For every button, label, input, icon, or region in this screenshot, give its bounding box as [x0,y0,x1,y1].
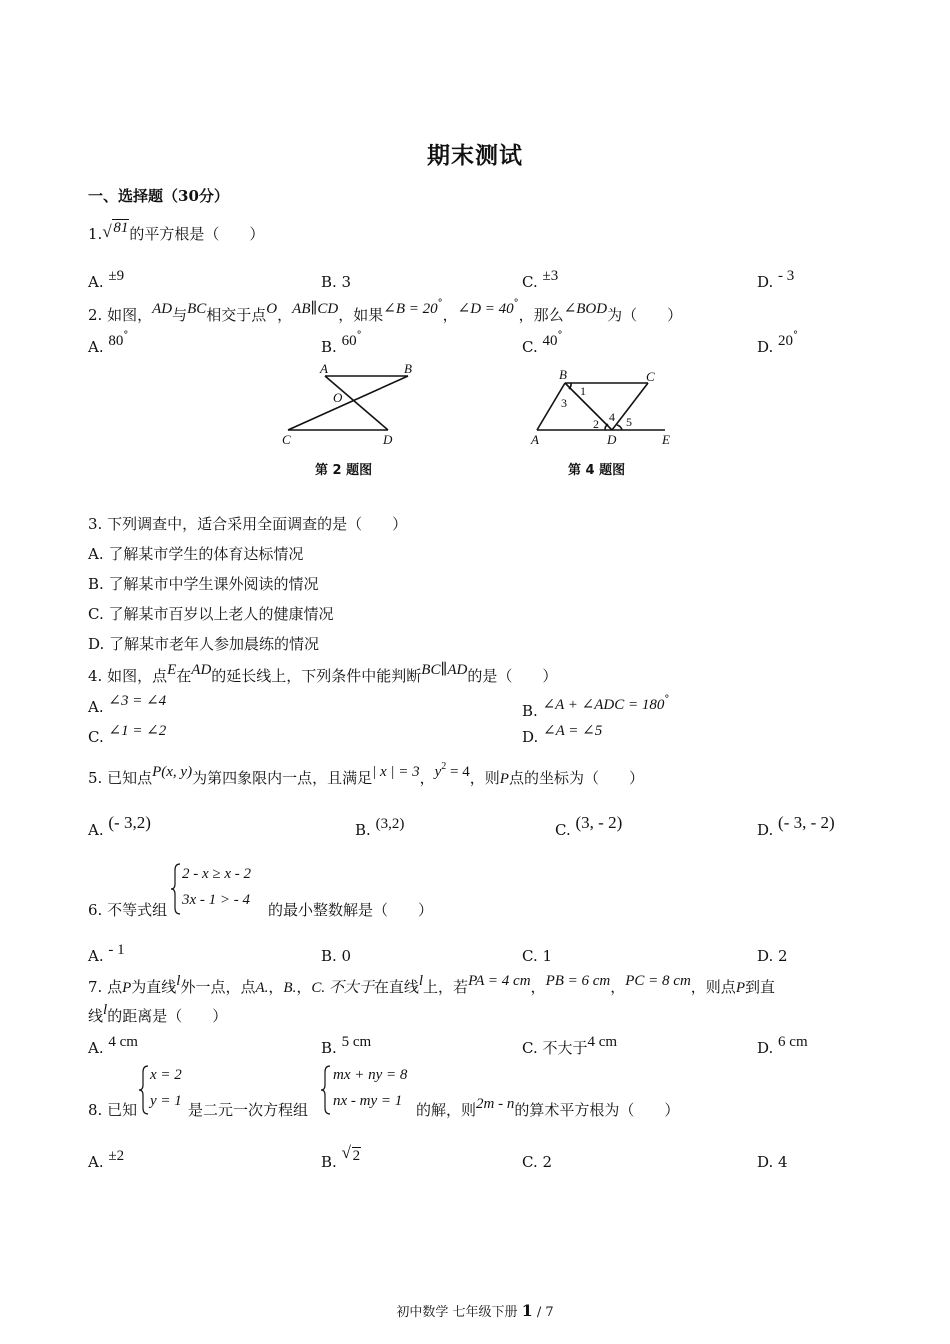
q4-option-c [88,723,167,748]
q8-text: 的解，则 [416,1101,477,1119]
angle-label-4: 4 [609,410,615,424]
degree-symbol: ° [664,694,670,705]
q5-option-a [88,813,151,840]
q5-text: ，则 [469,769,500,787]
q5-number: 5. 已知点 [88,769,153,787]
q2-text: 相交于点 [206,306,267,324]
angle-2-arc [605,424,608,430]
page-title: 期末测试 [427,142,523,169]
q7-number: 7. 点 [88,978,123,996]
q5-text: 点的坐标为（ ） [508,769,644,787]
q7-pb: PB = 6 cm [545,973,611,989]
q7-a: A. [255,980,269,996]
q2-option-c [522,330,563,358]
q1-d-value: - 3 [778,268,795,284]
q7-pc: PC = 8 cm [625,973,691,989]
q7-b-value: 5 cm [341,1034,372,1050]
q7-option-d [757,1034,808,1059]
q2-text: ， [442,306,458,324]
q5-option-b [355,816,405,841]
label-o: O [333,390,343,405]
question-4 [88,662,558,687]
q2-text: 为（ ） [607,306,683,324]
question-8-stem-2 [416,1096,680,1121]
q2-b-value: 60 [341,333,357,349]
q2-a-label: A. [88,338,104,356]
label-e: E [662,432,670,447]
q6-option-d: D. 2 [757,947,788,965]
q2-option-d [757,330,799,358]
question-6-prefix: 6. 不等式组 [88,901,168,919]
q8-brace-2-icon [320,1064,332,1116]
label-c: C [282,432,291,447]
question-8-prefix: 8. 已知 [88,1101,138,1119]
q5-abs-x: | x | = 3 [372,764,420,780]
q1-option-d [757,268,795,293]
question-8-stem-1: 是二元一次方程组 [188,1101,309,1119]
question-7-line-1 [88,973,775,998]
section-heading: 一、选择题（30分） [88,187,229,205]
q7-text: 到直 [744,978,775,996]
q7-option-b [321,1034,372,1059]
q7-c: C. 不大于 [311,980,374,996]
label-b: B [559,367,567,382]
footer-text: 初中数学 七年级下册 [396,1305,518,1320]
q7-option-a [88,1034,138,1059]
angle-label-3: 3 [561,396,567,410]
q2-option-b [321,330,362,358]
q6-option-c: C. 1 [522,947,553,965]
q7-a-label: A. [88,1039,104,1057]
q4-c-value: ∠1 = ∠2 [108,723,167,739]
q7-c-label: C. 不大于 [522,1039,588,1057]
q4-c-label: C. [88,728,104,746]
q2-ad: AD [152,301,173,317]
q4-option-b [522,694,670,722]
q8-option-a [88,1148,125,1173]
q8-a-label: A. [88,1153,104,1171]
q8-text: 的算术平方根为（ ） [514,1101,680,1119]
q2-text: ，那么 [518,306,564,324]
q4-text: 的延长线上，下列条件中能判断 [211,667,422,685]
q6-inequality-1: 2 - x ≥ x - 2 [182,866,252,882]
q7-p: P [735,980,745,996]
q5-text: 为第四象限内一点，且满足 [192,769,373,787]
q8-expression: 2m - n [476,1096,515,1112]
q8-solution-y: y = 1 [150,1093,182,1109]
q5-option-c [555,813,623,840]
q2-option-a [88,330,129,358]
q2-number: 2. 如图， [88,306,153,324]
q1-c-label: C. [522,273,538,291]
figure-2-caption: 第 2 题图 [315,463,373,478]
q2-b-label: B. [321,338,337,356]
q3-option-a: A. 了解某市学生的体育达标情况 [88,545,304,563]
degree-symbol: ° [793,330,799,341]
angle-label-5: 5 [626,415,632,429]
angle-label-1: 1 [580,384,586,398]
q1-option-b: B. 3 [321,273,352,291]
q7-option-c [522,1034,618,1059]
q5-b-value: (3,2) [375,816,405,832]
q4-a-label: A. [88,698,104,716]
page-number: 1 [521,1301,533,1320]
q8-equation-1: mx + ny = 8 [333,1067,408,1083]
q2-text: ， [277,306,293,324]
q4-number: 4. 如图，点 [88,667,168,685]
q1-c-value: ±3 [542,268,559,284]
q7-text: ， [610,978,626,996]
question-6-stem: 的最小整数解是（ ） [268,901,434,919]
q1-radical [102,220,129,245]
q5-p: P [499,771,509,787]
q7-text: 上，若 [423,978,469,996]
q8-solution-x: x = 2 [150,1067,182,1083]
label-d: D [607,432,617,447]
figure-2-diagram [270,358,420,483]
q8-equation-2: nx - my = 1 [333,1093,403,1109]
q7-text: ， [530,978,546,996]
q7-d-label: D. [757,1039,774,1057]
q6-brace-icon [170,862,182,916]
q2-text: ，如果 [338,306,384,324]
q3-option-d: D. 了解某市老年人参加晨练的情况 [88,635,320,653]
q5-a-value: (- 3,2) [108,813,151,832]
q7-c-value: 4 cm [587,1034,618,1050]
q2-angle-b: ∠B = 20 [383,301,438,317]
degree-symbol: ° [356,330,362,341]
q5-y: y [434,764,442,780]
q7-l: l [176,973,181,989]
q4-e: E [167,662,177,678]
q5-b-label: B. [355,821,371,839]
degree-symbol: ° [123,330,129,341]
q5-eq: = 4 [446,764,470,780]
q7-text: 在直线 [373,978,419,996]
q3-option-b: B. 了解某市中学生课外阅读的情况 [88,575,319,593]
q1-a-label: A. [88,273,104,291]
q4-option-d [522,723,603,748]
q6-option-a [88,942,125,967]
question-3: 3. 下列调查中，适合采用全面调查的是（ ） [88,515,408,533]
q7-a-value: 4 cm [108,1034,138,1050]
q8-b-radical [341,1143,362,1166]
q2-text: 与 [172,306,188,324]
segment-bc [288,376,408,430]
segment-bd [565,383,612,430]
q7-text: 的距离是（ ） [107,1007,228,1025]
q6-inequality-2: 3x - 1 > - 4 [182,892,251,908]
q4-b-value: ∠A + ∠ADC = 180 [542,697,665,713]
q8-brace-1-icon [138,1064,150,1116]
question-1 [88,220,265,245]
degree-symbol: ° [437,298,443,309]
question-5 [88,761,644,789]
q4-text: 在 [176,667,192,685]
page-total: / 7 [536,1305,554,1320]
q7-l: l [418,973,424,989]
q2-c-label: C. [522,338,538,356]
q1-d-label: D. [757,273,774,291]
q1-number: 1. [88,225,103,243]
q3-option-c: C. 了解某市百岁以上老人的健康情况 [88,605,334,623]
q1-a-value: ±9 [108,268,125,284]
figure-4-diagram [525,362,685,484]
q2-angle-bod: ∠BOD [563,301,608,317]
q7-text: 外一点，点 [180,978,256,996]
q1-stem: 的平方根是（ ） [129,225,265,243]
q5-option-d [757,813,835,840]
q8-option-c: C. 2 [522,1153,553,1171]
question-7-line-2 [88,1002,228,1027]
q1-option-c [522,268,559,293]
q4-d-value: ∠A = ∠5 [543,723,603,739]
label-c: C [646,369,655,384]
q2-a-value: 80 [108,333,124,349]
q2-c-value: 40 [542,333,558,349]
q5-text: ， [419,769,435,787]
q5-point: P(x, y) [152,764,193,780]
angle-label-2: 2 [593,417,599,431]
degree-symbol: ° [557,330,563,341]
q2-d-value: 20 [778,333,794,349]
q8-option-d: D. 4 [757,1153,788,1171]
sqrt-symbol-icon: √ [341,1143,351,1162]
q4-text: 的是（ ） [467,667,558,685]
q4-b-label: B. [522,702,538,720]
q5-exponent: 2 [441,761,447,772]
label-a: A [531,432,539,447]
q2-o: O [266,301,278,317]
figure-4-caption: 第 4 题图 [568,463,626,478]
label-a: A [320,361,328,376]
q5-a-label: A. [88,821,104,839]
page-footer [0,1301,950,1320]
q7-l: l [103,1002,108,1018]
q7-text: 为直线 [131,978,177,996]
q6-a-value: - 1 [108,942,125,958]
q5-c-label: C. [555,821,571,839]
q8-a-value: ±2 [108,1148,125,1164]
q7-b: B. [283,980,297,996]
q1-option-a [88,268,125,293]
q7-text: ， [296,978,312,996]
q2-d-label: D. [757,338,774,356]
q4-parallel: BC∥AD [421,662,468,678]
q2-angle-d: ∠D = 40 [457,301,514,317]
q7-b-label: B. [321,1039,337,1057]
q4-ad: AD [191,662,212,678]
question-2 [88,298,683,326]
q6-option-b: B. 0 [321,947,352,965]
q6-a-label: A. [88,947,104,965]
q5-d-label: D. [757,821,774,839]
sqrt-symbol-icon: √ [102,222,112,241]
q7-d-value: 6 cm [778,1034,808,1050]
q5-d-value: (- 3, - 2) [778,813,835,832]
degree-symbol: ° [513,298,519,309]
q4-d-label: D. [522,728,539,746]
q8-b-label: B. [321,1153,337,1171]
q2-bc: BC [187,301,207,317]
label-d: D [383,432,393,447]
q7-text: 线 [88,1007,104,1025]
q1-radicand: 81 [113,220,129,236]
q8-b-value: 2 [352,1148,361,1164]
q4-a-value: ∠3 = ∠4 [108,693,167,709]
q7-p: P [122,980,132,996]
q7-text: ，则点 [690,978,736,996]
q7-text: ， [268,978,284,996]
q7-pa: PA = 4 cm [468,973,531,989]
q4-option-a [88,693,167,718]
q2-parallel: AB∥CD [292,301,339,317]
label-b: B [404,361,412,376]
q8-option-b [321,1143,361,1173]
q5-c-value: (3, - 2) [575,813,623,832]
